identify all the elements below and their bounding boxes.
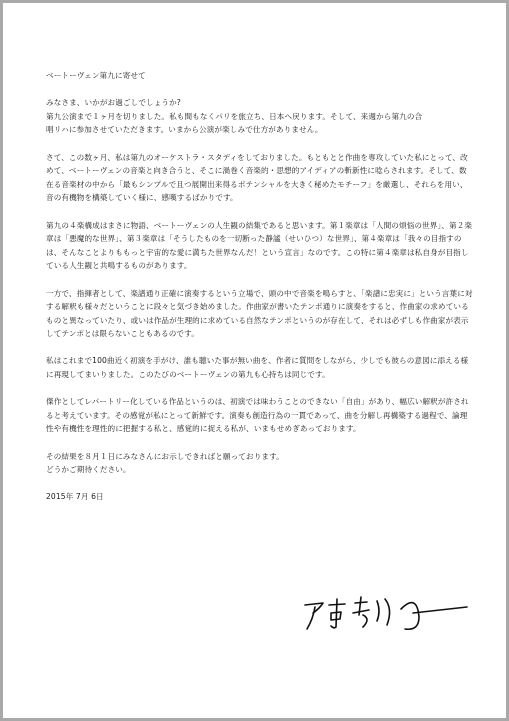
premieres-paragraph: 私はこれまで100曲近く初演を手がけ、誰も聴いた事が無い曲を、作者に質問をしながら、少しでも彼らの意図に添える様に再現してまいりました。このたびのベートーヴェンの第九も心持ちは同じです。 — [46, 356, 469, 380]
greeting-line: 第九公演まで１ヶ月を切りました。私も間もなくパリを旅立ち、日本へ戻ります。そして、来週から第九の合 — [46, 111, 423, 121]
handwritten-signature-icon — [301, 591, 471, 636]
closing-line: その結果を８月１日にみなさんにお示しできればと願っております。 — [46, 451, 284, 461]
closing-line: どうかご期待ください。 — [46, 465, 131, 475]
closing-paragraph — [46, 450, 474, 477]
tempo-paragraph: 一方で、指揮者として、楽譜通り正確に演奏するという立場で、頭の中で音楽を鳴らすと、「楽譜に忠実に」という言葉に対する解釈も様々だということに段々と気づき始めました。作曲家が書いたテンポ通りに演奏をすると、作曲家の求めているものと異なっていたり、或いは作品が生理的に求めている自然なテンポというのが存在して、それは必ずしも作曲家が表示してテンポとは限らないこともあるのです。 — [46, 288, 473, 339]
structure-paragraph: 第九の４楽構成はまさに物語、ベートーヴェンの人生観の結集であると思います。第１楽章は「人間の煩悩の世界」、第２楽章は「悪魔的な世界」、第３楽章は「そうしたものを一切断った静謐（せいひつ）な世界」、第４楽章は「我々の目指すのは、そんなことよりももっと宇宙的な愛に満ちた世界なんだ！という宣言」なのです。この特に第４楽章は私自身が目指している人生観と共鳴するものがあります。 — [46, 220, 473, 271]
greeting-line: 唱リハに参加させていただきます。いまから公演が楽しみで仕方がありません。 — [46, 125, 323, 135]
letter-date: 2015年 7月 6日 — [46, 492, 104, 502]
repertoire-paragraph: 傑作としてレパートリー化している作品というのは、初演では味わうことのできない「自由」があり、幅広い解釈が許されると考えています。その感覚が私にとって新鮮です。演奏も創造行為の一貫であって、曲を分解し再構築する過程で、論理性や有機性を理性的に把握する私と、感覚的に捉える私が、いまもせめぎあっております。 — [46, 397, 469, 434]
greeting-line: みなさま、いかがお過ごしでしょうか? — [46, 98, 181, 108]
greeting-paragraph — [46, 96, 474, 137]
letter-body — [46, 69, 474, 518]
letter-title: ベートーヴェン第九に寄せて — [46, 71, 146, 80]
study-paragraph: さて、この数ヶ月、私は第九のオーケストラ・スタディをしておりました。もともとと作曲を専攻していた私にとって、改めて、ベートーヴェンの音楽と向き合うと、そこに渦巻く音楽的・思想的アイディアの斬新性に唸らされます。そして、数在る音楽材の中から「最もシンプルで且つ展開出来得るポテンシャルを大きく秘めたモチーフ」を厳選し、それらを用い、音の有機物を構築していく様に、感嘆するばかりです。 — [46, 152, 468, 203]
